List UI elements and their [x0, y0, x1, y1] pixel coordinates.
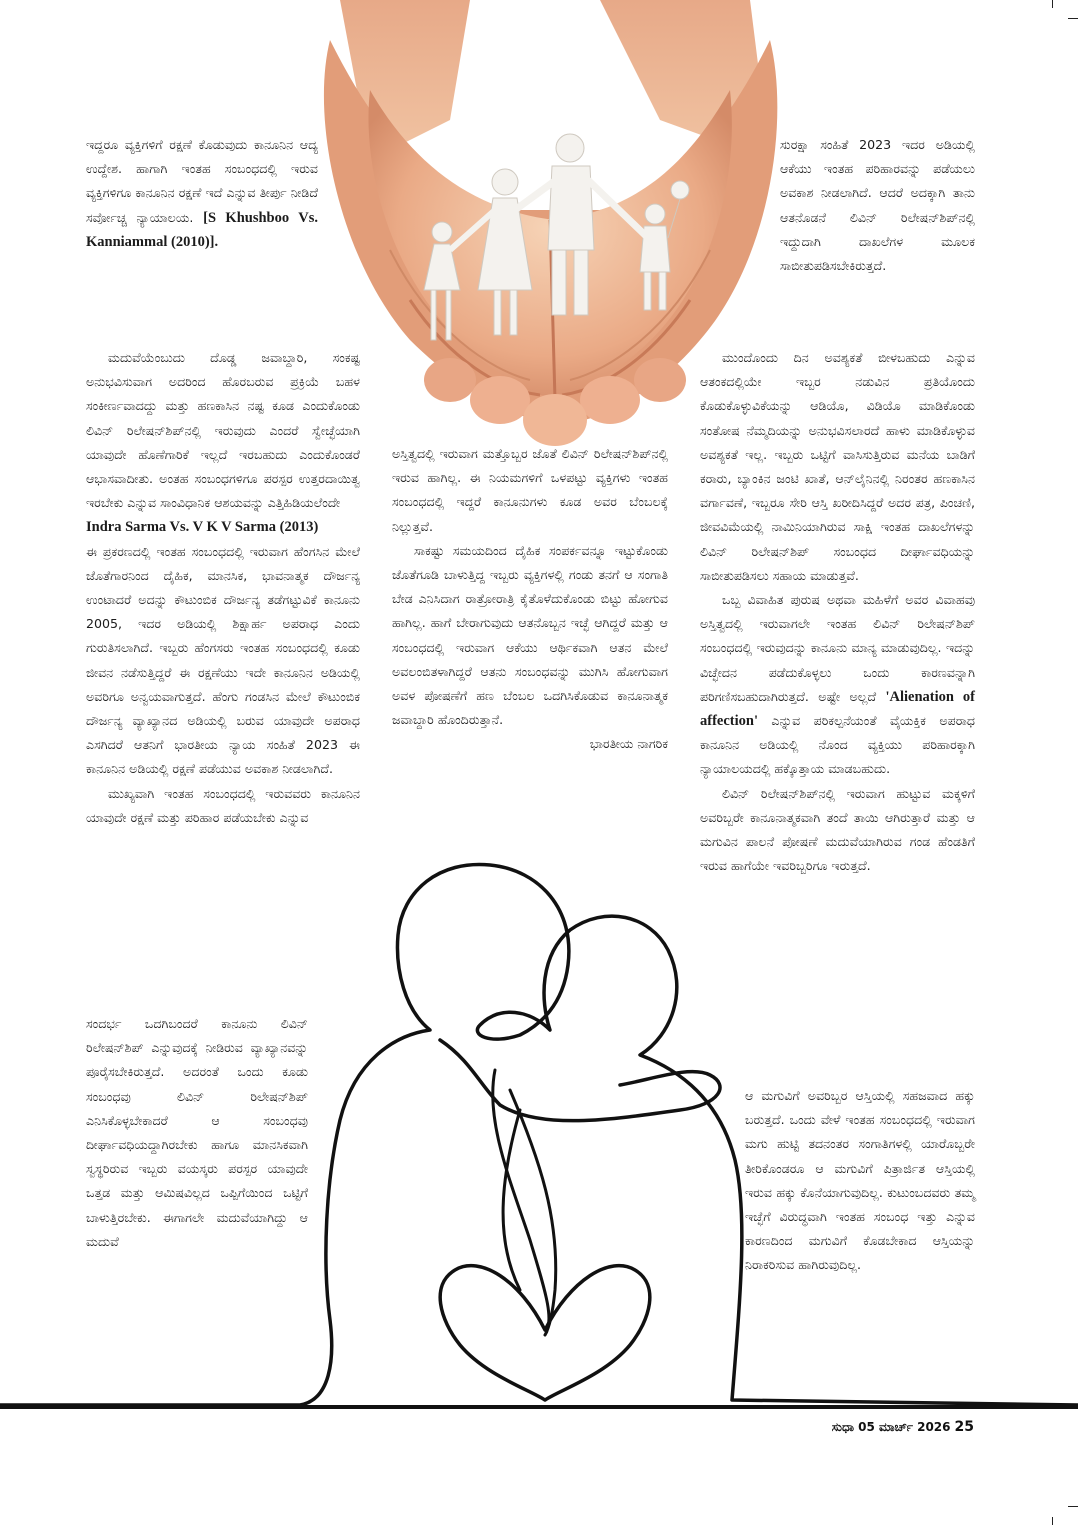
paragraph: ಮದುವೆಯೆಂಬುದು ದೊಡ್ಡ ಜವಾಬ್ದಾರಿ, ಸಂಕಷ್ಟ ಅನುಭವಿಸುವಾಗ ಅದರಿಂದ ಹೊರಬರುವ ಪ್ರಕ್ರಿಯೆ ಬಹಳ ಸಂಕೀರ್ಣವಾದದ್ದು ಮತ್ತು ಹಣಕಾಸಿನ ನಷ್ಟ ಕೂಡ ಎಂದುಕೊಂಡು ಲಿವಿನ್ ರಿಲೇಷನ್‌ಶಿಪ್‌ನಲ್ಲಿ ಇರುವುದು ಎಂದರೆ ಸ್ವೇಚ್ಛೆಯಾಗಿ ಯಾವುದೇ ಹೊಣೆಗಾರಿಕೆ ಇಲ್ಲದೆ ಇರಬಹುದು ಎಂದುಕೊಂಡರೆ ಆಭಾಸವಾದೀತು. ಅಂತಹ ಸಂಬಂಧಗಳಿಗೂ ಪರಸ್ಪರ ಉತ್ತರದಾಯಿತ್ವ ಇರಬೇಕು ಎನ್ನುವ ಸಾಂವಿಧಾನಿಕ ಆಶಯವನ್ನು ಎತ್ತಿಹಿಡಿಯಲೆಂದೇ	[86, 350, 360, 511]
crop-mark	[1068, 18, 1078, 19]
middle-column	[392, 442, 668, 757]
right-column-narrow-bottom	[745, 1084, 975, 1278]
left-column-top	[86, 133, 318, 254]
right-column-main	[700, 346, 975, 878]
paragraph: ಭಾರತೀಯ ನಾಗರಿಕ	[589, 736, 668, 752]
citation-indra-sarma: Indra Sarma Vs. V K V Sarma (2013)	[86, 519, 319, 536]
paragraph: ಅಸ್ತಿತ್ವದಲ್ಲಿ ಇರುವಾಗ ಮತ್ತೊಬ್ಬರ ಜೊತೆ ಲಿವಿನ್ ರಿಲೇಷನ್‌ಶಿಪ್‌ನಲ್ಲಿ ಇರುವ ಹಾಗಿಲ್ಲ. ಈ ನಿಯಮಗಳಿಗೆ ಒಳಪಟ್ಟು ವ್ಯಕ್ತಿಗಳು ಇಂತಹ ಸಂಬಂಧದಲ್ಲಿ ಇದ್ದರೆ ಕಾನೂನುಗಳು ಕೂಡ ಅವರ ಬೆಂಬಲಕ್ಕೆ ನಿಲ್ಲುತ್ತವೆ.	[392, 446, 668, 534]
page-folio	[832, 1419, 974, 1435]
line-art-hug	[440, 1040, 720, 1121]
footer-rule	[0, 1405, 1078, 1409]
paragraph: ಇದ್ದರೂ ವ್ಯಕ್ತಿಗಳಿಗೆ ರಕ್ಷಣೆ ಕೊಡುವುದು ಕಾನೂನಿನ ಆದ್ಯ ಉದ್ದೇಶ. ಹಾಗಾಗಿ ಇಂತಹ ಸಂಬಂಧದಲ್ಲಿ ಇರುವ ವ್ಯಕ್ತಿಗಳಿಗೂ ಕಾನೂನಿನ ರಕ್ಷಣೆ ಇದೆ ಎನ್ನುವ ತೀರ್ಪು ನೀಡಿದೆ ಸರ್ವೋಚ್ಚ ನ್ಯಾಯಾಲಯ. [S Khushboo Vs. Kanniammal (2010)].	[86, 137, 318, 250]
crop-mark	[1052, 0, 1053, 8]
crop-mark	[1052, 1517, 1053, 1525]
magazine-issue: ಸುಧಾ 05 ಮಾರ್ಚ್ 2026	[831, 1420, 951, 1434]
paragraph: ಲಿವಿನ್ ರಿಲೇಷನ್‌ಶಿಪ್‌ನಲ್ಲಿ ಇರುವಾಗ ಹುಟ್ಟುವ ಮಕ್ಕಳಿಗೆ ಅವರಿಬ್ಬರೇ ಕಾನೂನಾತ್ಮಕವಾಗಿ ತಂದೆ ತಾಯಿ ಆಗಿರುತ್ತಾರೆ ಮತ್ತು ಆ ಮಗುವಿನ ಪಾಲನೆ ಪೋಷಣೆ ಮದುವೆಯಾಗಿರುವ ಗಂಡ ಹೆಂಡತಿಗೆ ಇರುವ ಹಾಗೆಯೇ ಇವರಿಬ್ಬರಿಗೂ ಇರುತ್ತದೆ.	[700, 785, 975, 874]
crop-mark	[1068, 1506, 1078, 1507]
paragraph: ಸಂದರ್ಭ ಒದಗಿಬಂದರೆ ಕಾನೂನು ಲಿವಿನ್ ರಿಲೇಷನ್‌ಶಿಪ್ ಎನ್ನುವುದಕ್ಕೆ ನೀಡಿರುವ ವ್ಯಾಖ್ಯಾನವನ್ನು ಪೂರೈಸಬೇಕಿರುತ್ತದೆ. ಅದರಂತೆ ಒಂದು ಕೂಡು ಸಂಬಂಧವು ಲಿವಿನ್ ರಿಲೇಷನ್‌ಶಿಪ್ ಎನಿಸಿಕೊಳ್ಳಬೇಕಾದರೆ ಆ ಸಂಬಂಧವು ದೀರ್ಘಾವಧಿಯದ್ದಾಗಿರಬೇಕು ಹಾಗೂ ಮಾನಸಿಕವಾಗಿ ಸ್ವಸ್ಥರಿರುವ ಇಬ್ಬರು ವಯಸ್ಕರು ಪರಸ್ಪರ ಯಾವುದೇ ಒತ್ತಡ ಮತ್ತು ಆಮಿಷವಿಲ್ಲದ ಒಪ್ಪಿಗೆಯಿಂದ ಒಟ್ಟಿಗೆ ಬಾಳುತ್ತಿರಬೇಕು. ಈಗಾಗಲೇ ಮದುವೆಯಾಗಿದ್ದು ಆ ಮದುವೆ	[86, 1016, 308, 1249]
paragraph: ಆ ಮಗುವಿಗೆ ಅವರಿಬ್ಬರ ಆಸ್ತಿಯಲ್ಲಿ ಸಹಜವಾದ ಹಕ್ಕು ಬರುತ್ತದೆ. ಒಂದು ವೇಳೆ ಇಂತಹ ಸಂಬಂಧದಲ್ಲಿ ಇರುವಾಗ ಮಗು ಹುಟ್ಟಿ ತದನಂತರ ಸಂಗಾತಿಗಳಲ್ಲಿ ಯಾರೊಬ್ಬರೇ ತೀರಿಕೊಂಡರೂ ಆ ಮಗುವಿಗೆ ಪಿತ್ರಾರ್ಜಿತ ಆಸ್ತಿಯಲ್ಲಿ ಇರುವ ಹಕ್ಕು ಕೊನೆಯಾಗುವುದಿಲ್ಲ. ಕುಟುಂಬದವರು ತಮ್ಮ ಇಚ್ಛೆಗೆ ವಿರುದ್ಧವಾಗಿ ಇಂತಹ ಸಂಬಂಧ ಇತ್ತು ಎನ್ನುವ ಕಾರಣದಿಂದ ಮಗುವಿಗೆ ಕೊಡಬೇಕಾದ ಆಸ್ತಿಯನ್ನು ನಿರಾಕರಿಸುವ ಹಾಗಿರುವುದಿಲ್ಲ.	[745, 1088, 975, 1273]
citation-khushboo: [S Khushboo Vs. Kanniammal (2010)].	[86, 209, 318, 250]
paragraph: ಒಬ್ಬ ವಿವಾಹಿತ ಪುರುಷ ಅಥವಾ ಮಹಿಳೆಗೆ ಅವರ ವಿವಾಹವು ಅಸ್ತಿತ್ವದಲ್ಲಿ ಇರುವಾಗಲೇ ಇಂತಹ ಲಿವಿನ್ ರಿಲೇಷನ್‌ಶಿಪ್ ಸಂಬಂಧದಲ್ಲಿ ಇರುವುದನ್ನು ಕಾನೂನು ಮಾನ್ಯ ಮಾಡುವುದಿಲ್ಲ. ಇದನ್ನು ವಿಚ್ಛೇದನ ಪಡೆದುಕೊಳ್ಳಲು ಒಂದು ಕಾರಣವನ್ನಾಗಿ ಪರಿಗಣಿಸಬಹುದಾಗಿರುತ್ತದೆ. ಅಷ್ಟೇ ಅಲ್ಲದೆ 'Alienation of affection' ಎನ್ನುವ ಪರಿಕಲ್ಪನೆಯಂತೆ ವೈಯಕ್ತಿಕ ಅಪರಾಧ ಕಾನೂನಿನ ಅಡಿಯಲ್ಲಿ ನೊಂದ ವ್ಯಕ್ತಿಯು ಪರಿಹಾರಕ್ಕಾಗಿ ನ್ಯಾಯಾಲಯದಲ್ಲಿ ಹಕ್ಕೊತ್ತಾಯ ಮಾಡಬಹುದು.	[700, 592, 975, 777]
left-column-narrow	[86, 1012, 308, 1254]
right-column-narrow-top	[780, 133, 975, 278]
paragraph: ಮುಖ್ಯವಾಗಿ ಇಂತಹ ಸಂಬಂಧದಲ್ಲಿ ಇರುವವರು ಕಾನೂನಿನ ಯಾವುದೇ ರಕ್ಷಣೆ ಮತ್ತು ಪರಿಹಾರ ಪಡೆಯಬೇಕು ಎನ್ನುವ	[86, 785, 360, 825]
paragraph: ಸಾಕಷ್ಟು ಸಮಯದಿಂದ ದೈಹಿಕ ಸಂಪರ್ಕವನ್ನೂ ಇಟ್ಟುಕೊಂಡು ಜೊತೆಗೂಡಿ ಬಾಳುತ್ತಿದ್ದ ಇಬ್ಬರು ವ್ಯಕ್ತಿಗಳಲ್ಲಿ ಗಂಡು ತನಗೆ ಆ ಸಂಗಾತಿ ಬೇಡ ಎನಿಸಿದಾಗ ರಾತ್ರೋರಾತ್ರಿ ಕೈತೊಳೆದುಕೊಂಡು ಬಿಟ್ಟು ಹೋಗುವ ಹಾಗಿಲ್ಲ. ಹಾಗೆ ಬೇರಾಗುವುದು ಆತನೊಬ್ಬನ ಇಚ್ಛೆ ಆಗಿದ್ದರೆ ಮತ್ತು ಆ ಸಂಬಂಧದಲ್ಲಿ ಇರುವಾಗ ಆಕೆಯು ಆರ್ಥಿಕವಾಗಿ ಆತನ ಮೇಲೆ ಅವಲಂಬಿತಳಾಗಿದ್ದರೆ ಆತನು ಸಂಬಂಧವನ್ನು ಮುಗಿಸಿ ಹೋಗುವಾಗ ಅವಳ ಪೋಷಣೆಗೆ ಹಣ ಬೆಂಬಲ ಒದಗಿಸಿಕೊಡುವ ಕಾನೂನಾತ್ಮಕ ಜವಾಬ್ದಾರಿ ಹೊಂದಿರುತ್ತಾನೆ.	[392, 542, 668, 728]
paragraph: ಈ ಪ್ರಕರಣದಲ್ಲಿ ಇಂತಹ ಸಂಬಂಧದಲ್ಲಿ ಇರುವಾಗ ಹೆಂಗಸಿನ ಮೇಲೆ ಜೊತೆಗಾರನಿಂದ ದೈಹಿಕ, ಮಾನಸಿಕ, ಭಾವನಾತ್ಮಕ ದೌರ್ಜನ್ಯ ಉಂಟಾದರೆ ಅದನ್ನು ಕೌಟುಂಬಿಕ ದೌರ್ಜನ್ಯ ತಡೆಗಟ್ಟುವಿಕೆ ಕಾನೂನು 2005, ಇದರ ಅಡಿಯಲ್ಲಿ ಶಿಕ್ಷಾರ್ಹ ಅಪರಾಧ ಎಂದು ಗುರುತಿಸಲಾಗಿದೆ. ಇಬ್ಬರು ಹೆಂಗಸರು ಇಂತಹ ಸಂಬಂಧದಲ್ಲಿ ಕೂಡು ಜೀವನ ನಡೆಸುತ್ತಿದ್ದರೆ ಈ ರಕ್ಷಣೆಯು ಇದೇ ಕಾನೂನಿನ ಅಡಿಯಲ್ಲಿ ಅವರಿಗೂ ಅನ್ವಯವಾಗುತ್ತದೆ. ಹೆಂಗು ಗಂಡಸಿನ ಮೇಲೆ ಕೌಟುಂಬಿಕ ದೌರ್ಜನ್ಯ ವ್ಯಾಖ್ಯಾನದ ಅಡಿಯಲ್ಲಿ ಬರುವ ಯಾವುದೇ ಅಪರಾಧ ಎಸಗಿದರೆ ಆತನಿಗೆ ಭಾರತೀಯ ನ್ಯಾಯ ಸಂಹಿತೆ 2023 ಈ ಕಾನೂನಿನ ಅಡಿಯಲ್ಲಿ ರಕ್ಷಣೆ ಪಡೆಯುವ ಅವಕಾಶ ನೀಡಲಾಗಿದೆ.	[86, 543, 360, 777]
alienation-of-affection: 'Alienation of affection'	[700, 688, 975, 730]
paragraph: ಮುಂದೊಂದು ದಿನ ಅವಶ್ಯಕತೆ ಬೀಳಬಹುದು ಎನ್ನುವ ಆತಂಕದಲ್ಲಿಯೇ ಇಬ್ಬರ ನಡುವಿನ ಪ್ರತಿಯೊಂದು ಕೊಡುಕೊಳ್ಳುವಿಕೆಯನ್ನು ಆಡಿಯೊ, ವಿಡಿಯೊ ಮಾಡಿಕೊಂಡು ಸಂತೋಷ ನೆಮ್ಮದಿಯನ್ನು ಅನುಭವಿಸಲಾರದೆ ಹಾಳು ಮಾಡಿಕೊಳ್ಳುವ ಅವಶ್ಯಕತೆ ಇಲ್ಲ. ಇಬ್ಬರು ಒಟ್ಟಿಗೆ ವಾಸಿಸುತ್ತಿರುವ ಮನೆಯ ಬಾಡಿಗೆ ಕರಾರು, ಬ್ಯಾಂಕಿನ ಜಂಟಿ ಖಾತೆ, ಆನ್‌ಲೈನಿನಲ್ಲಿ ನಿರಂತರ ಹಣಕಾಸಿನ ವರ್ಗಾವಣೆ, ಇಬ್ಬರೂ ಸೇರಿ ಆಸ್ತಿ ಖರೀದಿಸಿದ್ದರೆ ಅದರ ಪತ್ರ, ಪಿಂಚಣಿ, ಜೀವವಿಮೆಯಲ್ಲಿ ನಾಮಿನಿಯಾಗಿರುವ ಸಾಕ್ಷಿ ಇಂತಹ ದಾಖಲೆಗಳನ್ನು ಲಿವಿನ್ ರಿಲೇಷನ್‌ಶಿಪ್ ಸಂಬಂಧದ ದೀರ್ಘಾವಧಿಯನ್ನು ಸಾಬೀತುಪಡಿಸಲು ಸಹಾಯ ಮಾಡುತ್ತವೆ.	[700, 350, 975, 583]
left-column-mid	[86, 346, 360, 830]
paragraph: ಸುರಕ್ಷಾ ಸಂಹಿತೆ 2023 ಇದರ ಅಡಿಯಲ್ಲಿ ಆಕೆಯು ಇಂತಹ ಪರಿಹಾರವನ್ನು ಪಡೆಯಲು ಅವಕಾಶ ನೀಡಲಾಗಿದೆ. ಆದರೆ ಅದಕ್ಕಾಗಿ ತಾನು ಆತನೊಡನೆ ಲಿವಿನ್ ರಿಲೇಷನ್‌ಶಿಪ್‌ನಲ್ಲಿ ಇದ್ದುದಾಗಿ ದಾಖಲೆಗಳ ಮೂಲಕ ಸಾಬೀತುಪಡಿಸಬೇಕಿರುತ್ತದೆ.	[780, 137, 975, 274]
page-number: 25	[954, 1419, 974, 1435]
